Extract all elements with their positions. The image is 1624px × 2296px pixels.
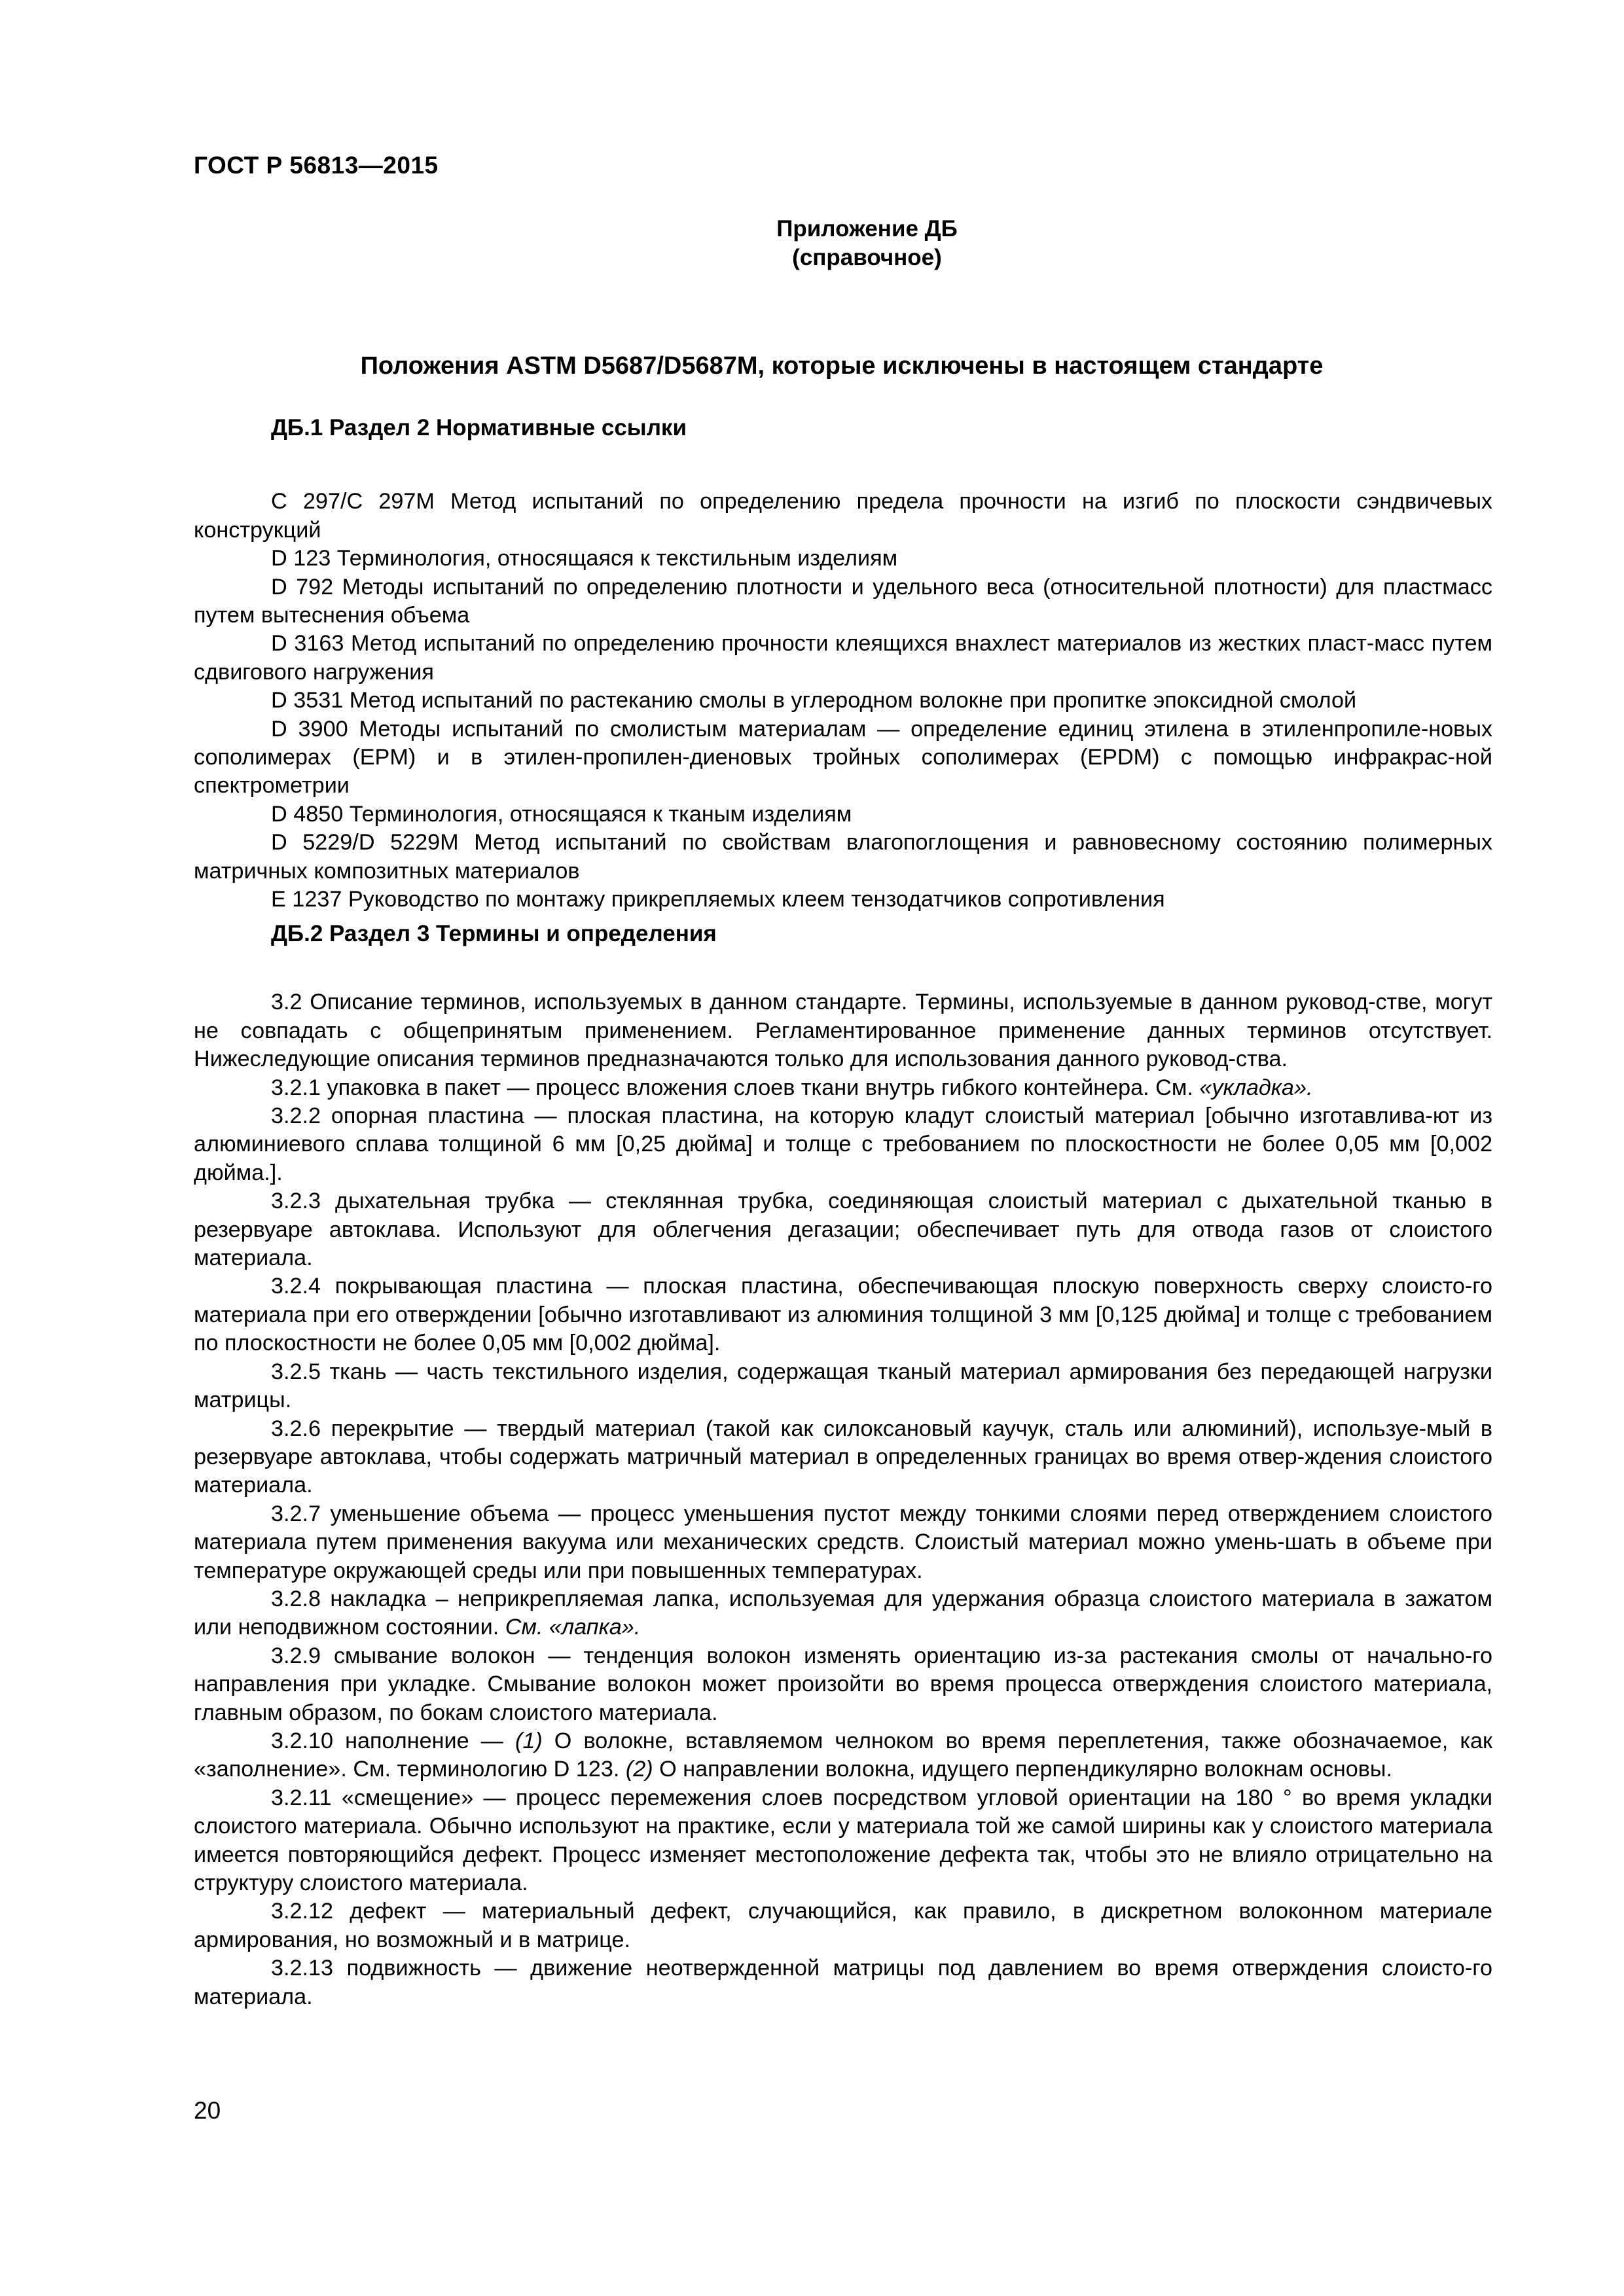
term-list — [194, 988, 1492, 2011]
term-text: 3.2.1 упаковка в пакет — процесс вложения слоев ткани внутрь гибкого контейнера. См. — [271, 1075, 1200, 1100]
term-item: 3.2.2 опорная пластина — плоская пластина, на которую кладут слоистый материал [обычно изготавлива-ют из алюминиевого сплава толщиной 6 мм [0,25 дюйма] и толще с требованием по плоскостности не более 0,05 мм [0,002 дюйма.]. — [194, 1103, 1492, 1185]
page-number: 20 — [194, 2097, 221, 2124]
term-text: 3.2.8 накладка – неприкрепляемая лапка, используемая для удержания образца слоистого материала в зажатом или неподвижном состоянии. — [194, 1586, 1492, 1640]
term-marker: (2) — [625, 1757, 653, 1782]
section-normative-references — [194, 414, 1492, 914]
term-intro: 3.2 Описание терминов, используемых в данном стандарте. Термины, используемые в данном руковод-стве, могут не совпадать с общепринятым применением. Регламентированное применение данных терминов отсутствует. Нижеследующие описания терминов предназначаются только для использования данного руковод-ства. — [194, 990, 1492, 1072]
reference-item: D 3163 Метод испытаний по определению прочности клеящихся внахлест материалов из жестких пласт-масс путем сдвигового нагружения — [194, 631, 1492, 685]
term-crossref: См. «лапка». — [505, 1615, 641, 1640]
term-item: 3.2.5 ткань — часть текстильного изделия, содержащая тканый материал армирования без передающей нагрузки матрицы. — [194, 1359, 1492, 1413]
term-item: 3.2.3 дыхательная трубка — стеклянная трубка, соединяющая слоистый материал с дыхательной тканью в резервуаре автоклава. Используют для облегчения дегазации; обеспечивает путь для отвода газов от слоистого материала. — [194, 1189, 1492, 1271]
appendix-title: Приложение ДБ — [776, 216, 958, 242]
appendix-heading — [0, 215, 1624, 272]
reference-item: D 5229/D 5229M Метод испытаний по свойствам влагопоглощения и равновесному состоянию полимерных матричных композитных материалов — [194, 830, 1492, 884]
section-heading: ДБ.1 Раздел 2 Нормативные ссылки — [271, 415, 687, 440]
reference-item: С 297/С 297М Метод испытаний по определению предела прочности на изгиб по плоскости сэндвичевых конструкций — [194, 489, 1492, 543]
term-item: 3.2.6 перекрытие — твердый материал (такой как силоксановый каучук, сталь или алюминий), используе-мый в резервуаре автоклава, чтобы содержать матричный материал в определенных границах во время отвер-ждения слоистого материала. — [194, 1416, 1492, 1498]
term-item: 3.2.7 уменьшение объема — процесс уменьшения пустот между тонкими слоями перед отверждением слоистого материала путем применения вакуума или механических средств. Слоистый материал можно умень-шать в объеме при температуре окружающей среды или при повышенных температурах. — [194, 1501, 1492, 1583]
term-item — [194, 1727, 1492, 1784]
term-item: 3.2.11 «смещение» — процесс перемежения слоев посредством угловой ориентации на 180 ° во время укладки слоистого материала. Обычно используют на практике, если у материала той же самой ширины как у слоистого материала имеется повторяющийся дефект. Процесс изменяет местоположение дефекта так, чтобы это не влияло отрицательно на структуру слоистого материала. — [194, 1785, 1492, 1895]
reference-list — [194, 488, 1492, 914]
term-item: 3.2.9 смывание волокон — тенденция волокон изменять ориентацию из-за растекания смолы от начально-го направления при укладке. Смывание волокон может произойти во время процесса отверждения слоистого материала, главным образом, по бокам слоистого материала. — [194, 1643, 1492, 1725]
term-item — [194, 1074, 1492, 1102]
term-marker: (1) — [514, 1728, 543, 1753]
appendix-type: (справочное) — [792, 245, 942, 270]
page-title: Положения ASTM D5687/D5687M, которые исключены в настоящем стандарте — [360, 352, 1324, 380]
reference-item: D 4850 Терминология, относящаяся к тканым изделиям — [271, 801, 852, 827]
reference-item: D 3900 Методы испытаний по смолистым материалам — определение единиц этилена в этиленпропиле-новых сополимерах (EPM) и в этилен-пропилен-диеновых тройных сополимерах (EPDM) с помощью инфракрас-ной спектрометрии — [194, 716, 1492, 798]
term-item: 3.2.13 подвижность — движение неотвержденной матрицы под давлением во время отверждения слоисто-го материала. — [194, 1956, 1492, 2009]
term-text: О волокне, вставляемом челноком во время переплетения, также обозначаемое, как «заполнение». См. терминологию D 123. — [194, 1728, 1492, 1782]
term-crossref: «укладка». — [1199, 1075, 1313, 1100]
term-item — [194, 1585, 1492, 1642]
section-heading: ДБ.2 Раздел 3 Термины и определения — [271, 921, 717, 946]
document-code: ГОСТ Р 56813—2015 — [194, 152, 439, 179]
reference-item: D 123 Терминология, относящаяся к текстильным изделиям — [271, 546, 898, 571]
reference-item: E 1237 Руководство по монтажу прикрепляемых клеем тензодатчиков сопротивления — [271, 887, 1165, 912]
reference-item: D 3531 Метод испытаний по растеканию смолы в углеродном волокне при пропитке эпоксидной смолой — [271, 688, 1357, 713]
term-item: 3.2.4 покрывающая пластина — плоская пластина, обеспечивающая плоскую поверхность сверху слоисто-го материала при его отверждении [обычно изготавливают из алюминия толщиной 3 мм [0,125 дюйма] и толще с требованием по плоскостности не более 0,05 мм [0,002 дюйма]. — [194, 1274, 1492, 1356]
term-text: 3.2.10 наполнение — — [271, 1728, 515, 1753]
reference-item: D 792 Методы испытаний по определению плотности и удельного веса (относительной плотности) для пластмасс путем вытеснения объема — [194, 574, 1492, 628]
term-text: О направлении волокна, идущего перпендикулярно волокнам основы. — [653, 1757, 1392, 1782]
section-terms-definitions — [194, 920, 1492, 2011]
term-item: 3.2.12 дефект — материальный дефект, случающийся, как правило, в дискретном волоконном материале армирования, но возможный и в матрице. — [194, 1899, 1492, 1952]
